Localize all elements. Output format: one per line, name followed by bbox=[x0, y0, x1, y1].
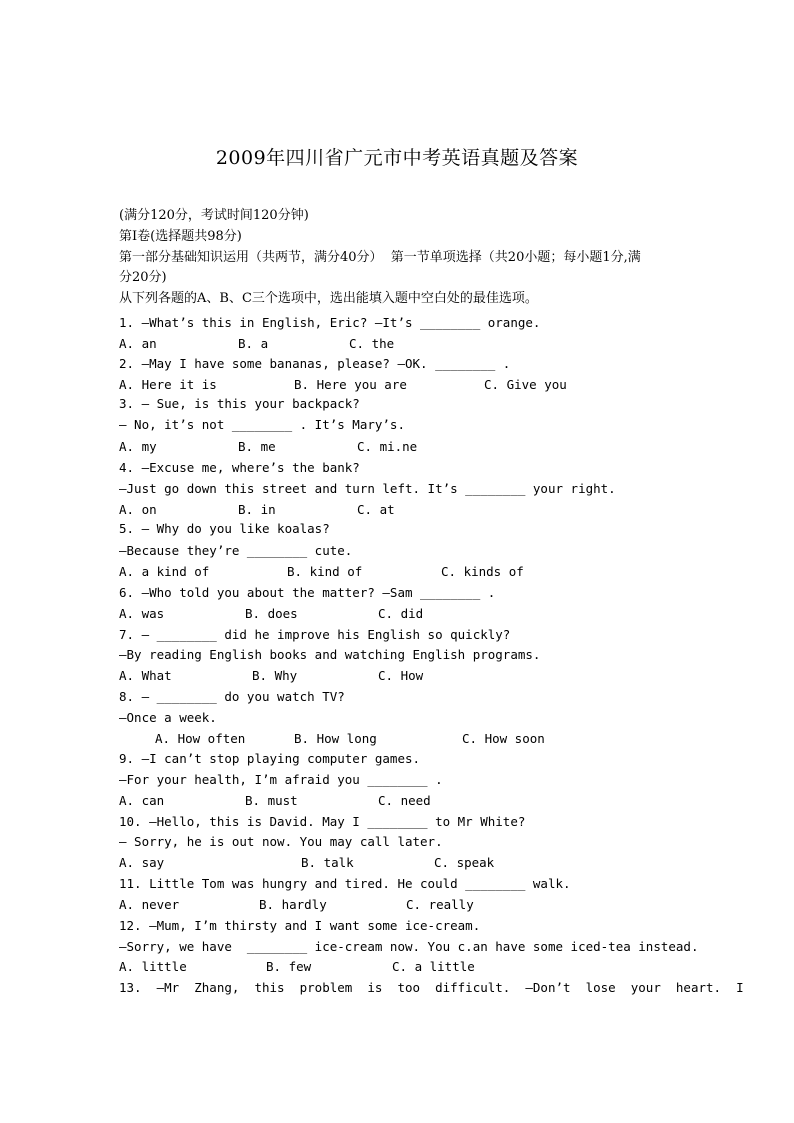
question-1-stem: 1. —What’s this in English, Eric? —It’s ________ orange. bbox=[119, 315, 541, 330]
question-4-stem-line2: —Just go down this street and turn left. It’s ________ your right. bbox=[119, 481, 616, 496]
question-3-option-a: A. my bbox=[119, 439, 157, 454]
question-2-stem: 2. —May I have some bananas, please? —OK. ________ . bbox=[119, 356, 511, 371]
question-1-option-a: A. an bbox=[119, 336, 157, 351]
question-12-stem-line2: —Sorry, we have ________ ice-cream now. You c.an have some iced-tea instead. bbox=[119, 939, 699, 954]
question-10-option-a: A. say bbox=[119, 855, 165, 870]
question-11-option-c: C. really bbox=[406, 897, 474, 912]
question-12-option-c: C. a little bbox=[392, 959, 475, 974]
question-9-option-c: C. need bbox=[378, 793, 431, 808]
question-6-option-c: C. did bbox=[378, 606, 424, 621]
question-1-option-c: C. the bbox=[349, 336, 395, 351]
question-11-stem: 11. Little Tom was hungry and tired. He could ________ walk. bbox=[119, 876, 571, 891]
question-6-option-a: A. was bbox=[119, 606, 165, 621]
question-10-option-c: C. speak bbox=[434, 855, 495, 870]
question-10-stem: 10. —Hello, this is David. May I ________ to Mr White? bbox=[119, 814, 526, 829]
question-2-option-c: C. Give you bbox=[484, 377, 567, 392]
question-5-option-b: B. kind of bbox=[287, 564, 363, 579]
question-6-option-b: B. does bbox=[245, 606, 298, 621]
question-1-option-b: B. a bbox=[238, 336, 269, 351]
question-8-stem-line2: —Once a week. bbox=[119, 710, 217, 725]
question-4-option-b: B. in bbox=[238, 502, 276, 517]
question-2-option-a: A. Here it is bbox=[119, 377, 217, 392]
question-5-option-c: C. kinds of bbox=[441, 564, 524, 579]
section-heading-line2: 分20分) bbox=[119, 270, 167, 285]
question-3-option-b: B. me bbox=[238, 439, 276, 454]
question-7-option-c: C. How bbox=[378, 668, 424, 683]
question-9-stem: 9. —I can’t stop playing computer games. bbox=[119, 751, 421, 766]
question-9-stem-line2: —For your health, I’m afraid you ________ . bbox=[119, 772, 443, 787]
question-9-option-a: A. can bbox=[119, 793, 165, 808]
question-11-option-a: A. never bbox=[119, 897, 180, 912]
question-7-stem: 7. — ________ did he improve his English so quickly? bbox=[119, 627, 511, 642]
question-8-option-c: C. How soon bbox=[462, 731, 545, 746]
question-5-option-a: A. a kind of bbox=[119, 564, 210, 579]
question-10-option-b: B. talk bbox=[301, 855, 354, 870]
question-5-stem: 5. — Why do you like koalas? bbox=[119, 521, 330, 536]
question-11-option-b: B. hardly bbox=[259, 897, 327, 912]
question-6-stem: 6. —Who told you about the matter? —Sam ________ . bbox=[119, 585, 496, 600]
question-8-option-b: B. How long bbox=[294, 731, 377, 746]
question-7-stem-line2: —By reading English books and watching English programs. bbox=[119, 647, 541, 662]
page-title: 2009年四川省广元市中考英语真题及答案 bbox=[215, 147, 579, 169]
question-4-stem: 4. —Excuse me, where’s the bank? bbox=[119, 460, 360, 475]
question-12-option-b: B. few bbox=[266, 959, 312, 974]
question-9-option-b: B. must bbox=[245, 793, 298, 808]
question-3-option-c: C. mi.ne bbox=[357, 439, 418, 454]
question-4-option-a: A. on bbox=[119, 502, 157, 517]
question-5-stem-line2: —Because they’re ________ cute. bbox=[119, 543, 353, 558]
question-3-stem: 3. — Sue, is this your backpack? bbox=[119, 396, 360, 411]
question-13-stem: 13. —Mr Zhang, this problem is too difficult. —Don’t lose your heart. I bbox=[119, 980, 744, 995]
question-7-option-a: A. What bbox=[119, 668, 172, 683]
question-8-option-a: A. How often bbox=[155, 731, 246, 746]
section-heading-line1: 第一部分基础知识运用（共两节，满分40分） 第一节单项选择（共20小题；每小题1分,满 bbox=[119, 250, 641, 265]
question-12-stem: 12. —Mum, I’m thirsty and I want some ice-cream. bbox=[119, 918, 481, 933]
instruction-text: 从下列各题的A、B、C三个选项中，选出能填入题中空白处的最佳选项。 bbox=[119, 291, 538, 306]
question-12-option-a: A. little bbox=[119, 959, 187, 974]
score-line: (满分120分，考试时间120分钟) bbox=[119, 208, 309, 223]
part-heading: 第Ⅰ卷(选择题共98分) bbox=[119, 229, 242, 244]
question-3-stem-line2: — No, it’s not ________ . It’s Mary’s. bbox=[119, 417, 405, 432]
question-10-stem-line2: — Sorry, he is out now. You may call later. bbox=[119, 834, 443, 849]
question-7-option-b: B. Why bbox=[252, 668, 298, 683]
question-4-option-c: C. at bbox=[357, 502, 395, 517]
question-2-option-b: B. Here you are bbox=[294, 377, 407, 392]
question-8-stem: 8. — ________ do you watch TV? bbox=[119, 689, 345, 704]
